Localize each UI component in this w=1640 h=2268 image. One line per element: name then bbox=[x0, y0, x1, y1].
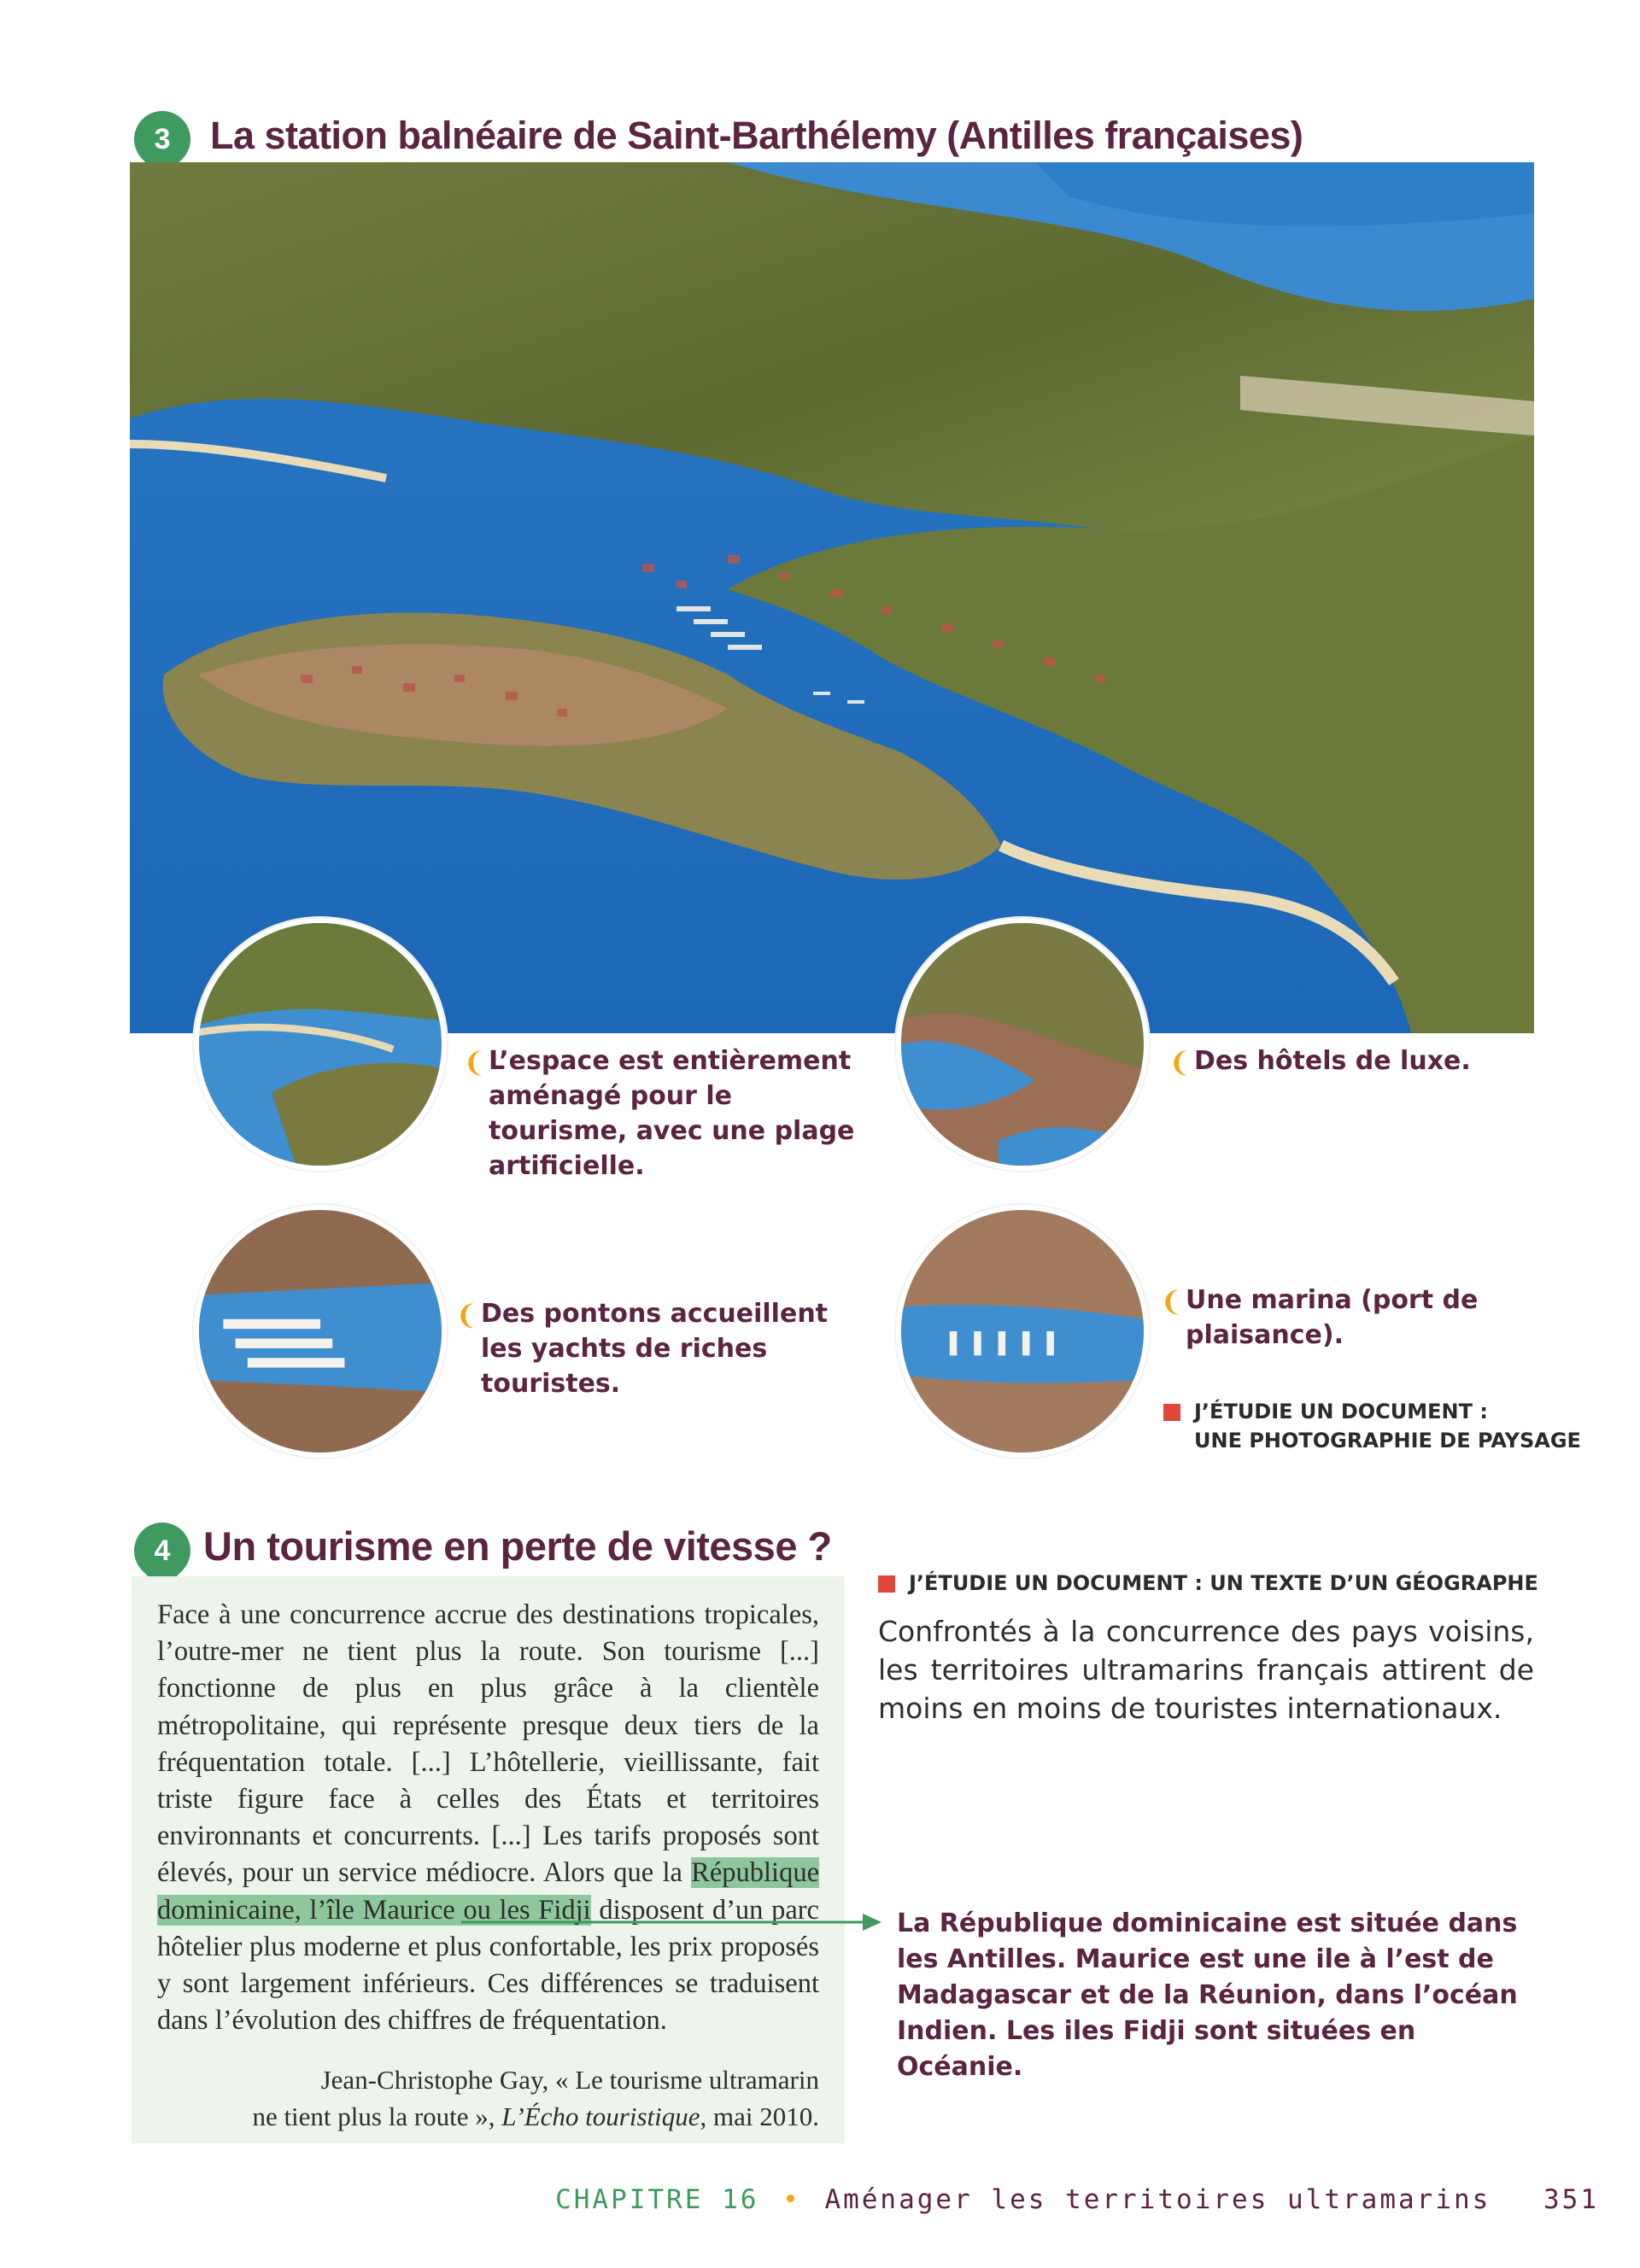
highlighted-countries: République dominicaine, l’île Maurice ou les Fidji bbox=[157, 1857, 819, 1926]
footer-chapter: CHAPITRE 16 bbox=[555, 2184, 759, 2215]
doc4-title: Un tourisme en perte de vitesse ? bbox=[203, 1523, 832, 1569]
zoom-circle-beach bbox=[194, 918, 447, 1171]
source-author-line: Jean-Christophe Gay, « Le tourisme ultramarin bbox=[320, 2065, 819, 2096]
red-square-icon bbox=[878, 1575, 895, 1593]
aerial-photo-saint-barthelemy bbox=[130, 162, 1534, 1033]
callout-beach bbox=[463, 1043, 856, 1184]
footer-bullet: • bbox=[782, 2184, 801, 2215]
callout-marina-text: Une marina (port de plaisance). bbox=[1186, 1285, 1479, 1350]
red-square-icon bbox=[1163, 1404, 1180, 1421]
doc4-study-heading bbox=[909, 1569, 1538, 1598]
footer-title: Aménager les territoires ultramarins bbox=[824, 2184, 1491, 2215]
source-publication: L’Écho touristique bbox=[501, 2101, 700, 2132]
callout-pontoons-text: Des pontons accueillent les yachts de riches touristes. bbox=[481, 1299, 829, 1399]
callout-pontoons bbox=[455, 1296, 857, 1401]
callout-hotels-text: Des hôtels de luxe. bbox=[1194, 1046, 1471, 1076]
bracket-marker-icon: ❨ bbox=[463, 1046, 486, 1078]
arrow-connector bbox=[461, 1909, 888, 1935]
doc3-number: 3 bbox=[154, 122, 171, 155]
doc4-number: 4 bbox=[154, 1534, 171, 1567]
zoom-circle-pontoons bbox=[194, 1205, 447, 1458]
quote-source bbox=[157, 2061, 819, 2135]
callout-beach-text: L’espace est entièrement aménagé pour le tourisme, avec une plage artificielle. bbox=[489, 1046, 855, 1181]
page-number: 351 bbox=[1543, 2184, 1599, 2215]
zoom-circle-hotels bbox=[896, 918, 1149, 1171]
doc3-title: La station balnéaire de Saint-Barthélemy (Antilles françaises) bbox=[210, 114, 1303, 157]
bracket-marker-icon: ❨ bbox=[1168, 1046, 1192, 1078]
doc3-study-heading bbox=[1194, 1397, 1581, 1455]
source-date: , mai 2010. bbox=[700, 2101, 819, 2132]
zoom-circle-marina bbox=[896, 1205, 1149, 1458]
callout-hotels bbox=[1168, 1043, 1536, 1078]
doc3-study-line2: UNE PHOTOGRAPHIE DE PAYSAGE bbox=[1194, 1429, 1581, 1453]
callout-marina bbox=[1160, 1283, 1527, 1353]
doc4-note: La République dominicaine est située dans les Antilles. Maurice est une ile à l’est de Madagascar et de la Réunion, dans l’océan Indien. Les iles Fidji sont situées en Océanie. bbox=[897, 1909, 1518, 2082]
doc4-study-text: J’ÉTUDIE UN DOCUMENT : UN TEXTE D’UN GÉOGRAPHE bbox=[909, 1571, 1538, 1595]
doc3-study-line1: J’ÉTUDIE UN DOCUMENT : bbox=[1194, 1400, 1488, 1423]
page-footer bbox=[555, 2184, 1599, 2215]
quote-box bbox=[132, 1576, 845, 2143]
quote-text: Face à une concurrence accrue des destinations tropicales, l’outre-mer ne tient plus la route. Son tourisme [...] fonctionne de plus en plus grâce à la clientèle métropolitaine, qui représente presque deux tiers de la fréquentation totale. [...] L’hôtellerie, vieillissante, fait triste figure face à celles des États et territoires environnants et concurrents. [...] Les tarifs proposés sont élevés, pour un service médiocre. Alors que la République dominicaine, l’île Maurice ou les Fidji disposent d’un parc hôtelier plus moderne et plus confortable, les prix proposés y sont largement inférieurs. Ces différences se traduisent dans l’évolution des chiffres de fréquentation. bbox=[157, 1599, 819, 2037]
doc4-intro: Confrontés à la concurrence des pays voisins, les territoires ultramarins français attirent de moins en moins de touristes internationaux. bbox=[878, 1615, 1534, 1725]
bracket-marker-icon: ❨ bbox=[1160, 1285, 1183, 1318]
source-title-line: ne tient plus la route », bbox=[252, 2101, 495, 2132]
bracket-marker-icon: ❨ bbox=[455, 1299, 478, 1331]
